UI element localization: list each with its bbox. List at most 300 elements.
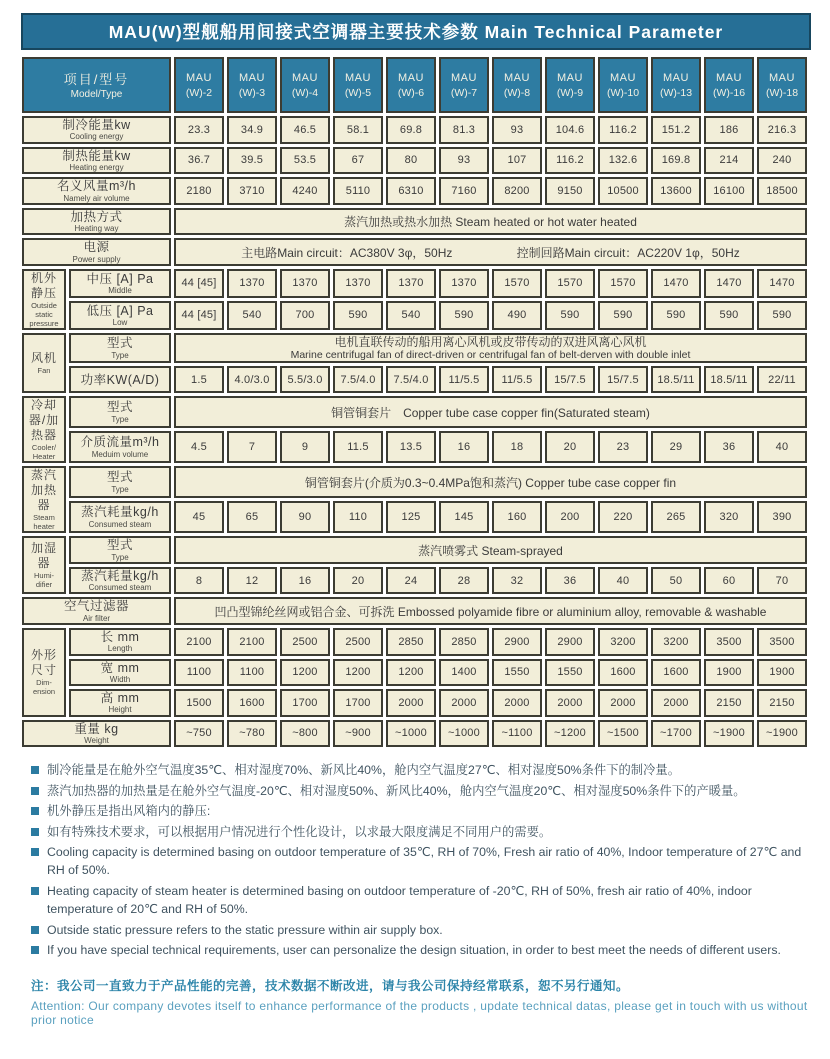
data-cell: 240 <box>757 147 807 175</box>
merged-cell <box>174 597 807 625</box>
data-cell: 186 <box>704 116 754 144</box>
merged-cell <box>174 333 807 363</box>
model-suffix: (W)-16 <box>712 87 746 100</box>
data-cell: ~1500 <box>598 720 648 748</box>
row-label-cn: 中压 [A] Pa <box>86 271 154 286</box>
note-bullet-icon <box>31 807 39 815</box>
table-row <box>22 366 807 393</box>
data-cell: 15/7.5 <box>598 366 648 393</box>
table-row <box>22 116 807 144</box>
spec-table <box>19 54 810 750</box>
data-cell: 590 <box>651 301 701 330</box>
table-row <box>22 396 807 428</box>
row-label-cn: 加热方式 <box>70 209 123 224</box>
data-cell: 7160 <box>439 177 489 205</box>
row-label <box>22 597 171 625</box>
main-circuit-value: 主电路Main circuit：AC380V 3φ，50Hz <box>241 245 453 260</box>
note-bullet-icon <box>31 887 39 895</box>
data-cell: 3500 <box>757 628 807 656</box>
row-label <box>69 269 171 298</box>
row-label <box>69 501 171 533</box>
data-cell: 116.2 <box>545 147 595 175</box>
model-header <box>333 57 383 113</box>
data-cell: ~1000 <box>439 720 489 748</box>
model-prefix: MAU <box>504 72 530 85</box>
table-body <box>22 57 807 747</box>
model-prefix: MAU <box>186 72 212 85</box>
row-label-cn: 型式 <box>106 470 133 485</box>
table-row <box>22 597 807 625</box>
row-label-en: Type <box>111 484 129 494</box>
data-cell: 20 <box>545 431 595 463</box>
note-bullet-icon <box>31 828 39 836</box>
model-header <box>598 57 648 113</box>
model-suffix: (W)-4 <box>291 87 319 100</box>
note-text: Outside static pressure refers to the static pressure within air supply box. <box>47 922 443 937</box>
data-cell: 3500 <box>704 628 754 656</box>
table-row <box>22 177 807 205</box>
data-cell: 1500 <box>174 689 224 717</box>
merged-cell <box>174 238 807 266</box>
merged-cell <box>174 536 807 564</box>
data-cell: 1600 <box>651 659 701 687</box>
data-cell: 2100 <box>174 628 224 656</box>
data-cell: 1470 <box>651 269 701 298</box>
data-cell: 1100 <box>227 659 277 687</box>
data-cell: 390 <box>757 501 807 533</box>
group-label-en: Outside static pressure <box>29 300 59 328</box>
data-cell: 1.5 <box>174 366 224 393</box>
merged-text: 铜管铜套片 Copper tube case copper fin(Saturated steam) <box>331 405 650 420</box>
data-cell: 40 <box>598 567 648 595</box>
table-row <box>22 659 807 687</box>
model-prefix: MAU <box>398 72 424 85</box>
data-cell: 34.9 <box>227 116 277 144</box>
note-item <box>31 782 811 800</box>
row-label <box>22 720 171 748</box>
data-cell: 13.5 <box>386 431 436 463</box>
data-cell: 1900 <box>757 659 807 687</box>
data-cell: 44 [45] <box>174 301 224 330</box>
data-cell: ~1100 <box>492 720 542 748</box>
merged-text-en: Marine centrifugal fan of direct-driven or centrifugal fan of belt-derven with double inlet <box>290 349 691 362</box>
data-cell: 16 <box>280 567 330 595</box>
table-row <box>22 536 807 564</box>
data-cell: 44 [45] <box>174 269 224 298</box>
data-cell: 53.5 <box>280 147 330 175</box>
group-label-cn: 风机 <box>30 351 57 366</box>
model-suffix: (W)-6 <box>397 87 425 100</box>
row-label <box>22 116 171 144</box>
table-row <box>22 466 807 498</box>
data-cell: ~780 <box>227 720 277 748</box>
data-cell: 160 <box>492 501 542 533</box>
row-label-cn: 功率KW(A/D) <box>80 372 160 387</box>
row-label-cn: 电源 <box>83 240 110 255</box>
data-cell: 1400 <box>439 659 489 687</box>
data-cell: 1470 <box>757 269 807 298</box>
table-row <box>22 689 807 717</box>
data-cell: 1370 <box>439 269 489 298</box>
data-cell: 60 <box>704 567 754 595</box>
row-label-en: Consumed steam <box>88 583 152 593</box>
data-cell: 90 <box>280 501 330 533</box>
data-cell: 80 <box>386 147 436 175</box>
merged-text-cn: 电机直联传动的船用离心风机或皮带传动的双进风离心风机 <box>334 334 647 349</box>
merged-cell <box>174 208 807 236</box>
group-label-cn: 机外静压 <box>30 270 57 300</box>
note-text: If you have special technical requirements, user can personalize the design situation, in order to best meet the needs of different users. <box>47 943 781 958</box>
model-header <box>492 57 542 113</box>
data-cell: 2000 <box>651 689 701 717</box>
data-cell: 18500 <box>757 177 807 205</box>
data-cell: 12 <box>227 567 277 595</box>
note-bullet-icon <box>31 787 39 795</box>
row-label <box>22 147 171 175</box>
data-cell: 8 <box>174 567 224 595</box>
table-row <box>22 720 807 748</box>
data-cell: 2180 <box>174 177 224 205</box>
data-cell: 1370 <box>333 269 383 298</box>
data-cell: 81.3 <box>439 116 489 144</box>
data-cell: 1570 <box>598 269 648 298</box>
row-group-label <box>22 466 66 533</box>
row-label-en: Heating energy <box>69 162 124 172</box>
group-label-cn: 加湿器 <box>30 541 57 571</box>
model-suffix: (W)-7 <box>450 87 478 100</box>
data-cell: 29 <box>651 431 701 463</box>
data-cell: ~900 <box>333 720 383 748</box>
data-cell: 65 <box>227 501 277 533</box>
data-cell: 2500 <box>333 628 383 656</box>
data-cell: 1600 <box>598 659 648 687</box>
table-row <box>22 333 807 363</box>
data-cell: 7 <box>227 431 277 463</box>
row-label-en: Consumed steam <box>88 519 152 529</box>
row-label-en: Height <box>108 705 132 715</box>
merged-text: 蒸汽加热或热水加热 Steam heated or hot water heated <box>344 214 637 229</box>
model-suffix: (W)-5 <box>344 87 372 100</box>
row-label-cn: 型式 <box>106 538 133 553</box>
table-row <box>22 431 807 463</box>
group-label-cn: 蒸汽加热器 <box>30 468 57 513</box>
data-cell: 18.5/11 <box>651 366 701 393</box>
data-cell: 1570 <box>545 269 595 298</box>
data-cell: 46.5 <box>280 116 330 144</box>
model-suffix: (W)-8 <box>503 87 531 100</box>
model-header <box>651 57 701 113</box>
data-cell: 22/11 <box>757 366 807 393</box>
note-bullet-icon <box>31 926 39 934</box>
data-cell: 540 <box>386 301 436 330</box>
data-cell: 1600 <box>227 689 277 717</box>
data-cell: 1200 <box>386 659 436 687</box>
row-label-cn: 长 mm <box>100 629 140 644</box>
data-cell: 2150 <box>757 689 807 717</box>
row-group-label <box>22 269 66 330</box>
data-cell: 2150 <box>704 689 754 717</box>
data-cell: 216.3 <box>757 116 807 144</box>
data-cell: 70 <box>757 567 807 595</box>
data-cell: 1370 <box>227 269 277 298</box>
row-label-en: Namely air volume <box>63 193 130 203</box>
control-circuit-value: 控制回路Main circuit：AC220V 1φ，50Hz <box>516 245 740 260</box>
data-cell: 69.8 <box>386 116 436 144</box>
note-text: 机外静压是指出风箱内的静压: <box>47 804 211 819</box>
data-cell: 36 <box>545 567 595 595</box>
data-cell: 32 <box>492 567 542 595</box>
data-cell: 1550 <box>545 659 595 687</box>
data-cell: 110 <box>333 501 383 533</box>
row-label-cn: 制冷能量kw <box>62 118 131 132</box>
data-cell: 151.2 <box>651 116 701 144</box>
data-cell: 2000 <box>439 689 489 717</box>
data-cell: 132.6 <box>598 147 648 175</box>
table-row <box>22 628 807 656</box>
data-cell: 23.3 <box>174 116 224 144</box>
group-label-cn: 冷却器/加热器 <box>28 398 60 443</box>
note-text: Cooling capacity is determined basing on outdoor temperature of 35℃, RH of 70%, Fresh air ratio of 40%, Indoor temperature of 27℃ and RH of 50%. <box>47 844 802 878</box>
group-label-en: Cooler/ Heater <box>31 443 57 462</box>
data-cell: 2500 <box>280 628 330 656</box>
row-label-en: Type <box>111 552 129 562</box>
note-bullet-icon <box>31 848 39 856</box>
data-cell: 490 <box>492 301 542 330</box>
data-cell: 104.6 <box>545 116 595 144</box>
data-cell: 320 <box>704 501 754 533</box>
data-cell: 15/7.5 <box>545 366 595 393</box>
row-label-cn: 蒸汽耗量kg/h <box>81 505 159 520</box>
row-label-cn: 介质流量m³/h <box>80 435 160 450</box>
model-header <box>386 57 436 113</box>
data-cell: 11/5.5 <box>492 366 542 393</box>
merged-cell <box>174 396 807 428</box>
data-cell: 107 <box>492 147 542 175</box>
data-cell: 214 <box>704 147 754 175</box>
row-label-en: Weight <box>84 736 109 746</box>
table-row <box>22 301 807 330</box>
row-label <box>69 466 171 498</box>
table-header-row <box>22 57 807 113</box>
data-cell: ~1000 <box>386 720 436 748</box>
data-cell: 1200 <box>280 659 330 687</box>
merged-text: 蒸汽喷雾式 Steam-sprayed <box>418 543 563 558</box>
data-cell: ~1200 <box>545 720 595 748</box>
row-label-cn: 高 mm <box>100 691 140 706</box>
row-label-en: Low <box>112 317 128 327</box>
data-cell: 45 <box>174 501 224 533</box>
model-header <box>227 57 277 113</box>
data-cell: ~750 <box>174 720 224 748</box>
corner-label-cn: 项目/型号 <box>63 71 130 87</box>
data-cell: 36.7 <box>174 147 224 175</box>
note-text: Heating capacity of steam heater is determined basing on outdoor temperature of -20℃, RH of 50%, fresh air ratio of 40%, indoor temperature of 20℃ and RH of 50%. <box>47 883 752 917</box>
data-cell: 5.5/3.0 <box>280 366 330 393</box>
group-label-en: Fan <box>37 366 51 376</box>
model-prefix: MAU <box>239 72 265 85</box>
row-label-en: Type <box>111 414 129 424</box>
note-item <box>31 941 811 959</box>
data-cell: 2850 <box>386 628 436 656</box>
data-cell: 1470 <box>704 269 754 298</box>
data-cell: 11/5.5 <box>439 366 489 393</box>
data-cell: 1370 <box>280 269 330 298</box>
row-label <box>69 333 171 363</box>
note-text: 蒸汽加热器的加热量是在舱外空气温度-20℃、相对湿度50%、新风比40%，舱内空气温度20℃、相对湿度50%条件下的产暖量。 <box>47 783 746 798</box>
data-cell: ~800 <box>280 720 330 748</box>
note-item <box>31 882 811 919</box>
data-cell: ~1900 <box>757 720 807 748</box>
data-cell: 1200 <box>333 659 383 687</box>
data-cell: 9150 <box>545 177 595 205</box>
data-cell: 145 <box>439 501 489 533</box>
note-text: 制冷能量是在舱外空气温度35℃、相对湿度70%、新风比40%，舱内空气温度27℃、相对湿度50%条件下的制冷量。 <box>47 763 680 778</box>
data-cell: 93 <box>492 116 542 144</box>
group-label-en: Dim- ension <box>32 678 56 697</box>
data-cell: 265 <box>651 501 701 533</box>
model-prefix: MAU <box>716 72 742 85</box>
model-header <box>174 57 224 113</box>
power-supply-values <box>177 244 804 261</box>
data-cell: 10500 <box>598 177 648 205</box>
row-label-en: Air filter <box>82 613 111 623</box>
table-row <box>22 567 807 595</box>
row-label-en: Length <box>107 644 133 654</box>
notes-list <box>21 761 811 959</box>
model-header <box>545 57 595 113</box>
note-item <box>31 843 811 880</box>
row-label-en: Cooling energy <box>69 132 124 142</box>
data-cell: 16100 <box>704 177 754 205</box>
footer-note-en: Attention: Our company devotes itself to enhance performance of the products , update technical datas, please get in touch with us without prior notice <box>31 998 808 1027</box>
data-cell: 1570 <box>492 269 542 298</box>
row-label-cn: 蒸汽耗量kg/h <box>81 568 159 583</box>
data-cell: 8200 <box>492 177 542 205</box>
data-cell: 2000 <box>545 689 595 717</box>
row-label-en: Type <box>111 350 129 360</box>
data-cell: 24 <box>386 567 436 595</box>
row-label <box>69 431 171 463</box>
group-label-en: Humi- difier <box>34 571 54 590</box>
model-header <box>757 57 807 113</box>
data-cell: 39.5 <box>227 147 277 175</box>
note-item <box>31 802 811 820</box>
row-label-cn: 低压 [A] Pa <box>86 303 154 318</box>
data-cell: 93 <box>439 147 489 175</box>
model-prefix: MAU <box>769 72 795 85</box>
model-prefix: MAU <box>663 72 689 85</box>
model-prefix: MAU <box>292 72 318 85</box>
data-cell: 6310 <box>386 177 436 205</box>
note-bullet-icon <box>31 766 39 774</box>
data-cell: 18.5/11 <box>704 366 754 393</box>
row-label-cn: 宽 mm <box>100 660 140 675</box>
group-label-en: Steam heater <box>33 513 55 532</box>
row-group-label <box>22 536 66 594</box>
data-cell: 9 <box>280 431 330 463</box>
model-prefix: MAU <box>557 72 583 85</box>
data-cell: 4.0/3.0 <box>227 366 277 393</box>
table-corner <box>22 57 171 113</box>
data-cell: 5110 <box>333 177 383 205</box>
data-cell: 590 <box>704 301 754 330</box>
data-cell: 28 <box>439 567 489 595</box>
data-cell: 3200 <box>598 628 648 656</box>
model-prefix: MAU <box>345 72 371 85</box>
row-group-label <box>22 333 66 393</box>
note-item <box>31 761 811 779</box>
page-title <box>21 13 811 50</box>
data-cell: 18 <box>492 431 542 463</box>
row-label <box>22 208 171 236</box>
note-item <box>31 823 811 841</box>
row-group-label <box>22 396 66 463</box>
row-label <box>69 396 171 428</box>
data-cell: 1900 <box>704 659 754 687</box>
table-row <box>22 208 807 236</box>
row-label-cn: 型式 <box>106 336 133 351</box>
data-cell: 590 <box>439 301 489 330</box>
data-cell: 590 <box>598 301 648 330</box>
data-cell: 169.8 <box>651 147 701 175</box>
data-cell: 1700 <box>280 689 330 717</box>
data-cell: 590 <box>545 301 595 330</box>
data-cell: 3710 <box>227 177 277 205</box>
row-label-cn: 重量 kg <box>74 721 119 736</box>
table-row <box>22 147 807 175</box>
data-cell: 2850 <box>439 628 489 656</box>
data-cell: 20 <box>333 567 383 595</box>
data-cell: 700 <box>280 301 330 330</box>
row-label-en: Middle <box>108 285 132 295</box>
model-prefix: MAU <box>451 72 477 85</box>
page-title-text: MAU(W)型舰船用间接式空调器主要技术参数 Main Technical Parameter <box>108 22 724 42</box>
row-label <box>69 366 171 393</box>
data-cell: 116.2 <box>598 116 648 144</box>
note-item <box>31 921 811 939</box>
data-cell: 50 <box>651 567 701 595</box>
row-label <box>22 177 171 205</box>
data-cell: 36 <box>704 431 754 463</box>
row-label-cn: 型式 <box>106 400 133 415</box>
table-row <box>22 269 807 298</box>
note-bullet-icon <box>31 946 39 954</box>
data-cell: 4.5 <box>174 431 224 463</box>
data-cell: 7.5/4.0 <box>386 366 436 393</box>
data-cell: ~1700 <box>651 720 701 748</box>
row-label <box>22 238 171 266</box>
data-cell: 1550 <box>492 659 542 687</box>
note-text: 如有特殊技术要求，可以根据用户情况进行个性化设计，以求最大限度满足不同用户的需要。 <box>47 824 552 839</box>
corner-label-en: Model/Type <box>70 89 123 101</box>
data-cell: 2000 <box>598 689 648 717</box>
data-cell: 125 <box>386 501 436 533</box>
model-suffix: (W)-3 <box>238 87 266 100</box>
merged-cell <box>174 466 807 498</box>
row-label-en: Heating way <box>74 224 119 234</box>
model-suffix: (W)-9 <box>556 87 584 100</box>
footer-note <box>31 976 811 1027</box>
model-header <box>704 57 754 113</box>
data-cell: 13600 <box>651 177 701 205</box>
data-cell: 1700 <box>333 689 383 717</box>
model-suffix: (W)-13 <box>659 87 693 100</box>
data-cell: 1100 <box>174 659 224 687</box>
footer-note-cn: 注：我公司一直致力于产品性能的完善，技术数据不断改进，请与我公司保持经常联系，恕不另行通知。 <box>31 978 630 993</box>
row-label <box>69 689 171 717</box>
data-cell: 16 <box>439 431 489 463</box>
data-cell: 2000 <box>386 689 436 717</box>
